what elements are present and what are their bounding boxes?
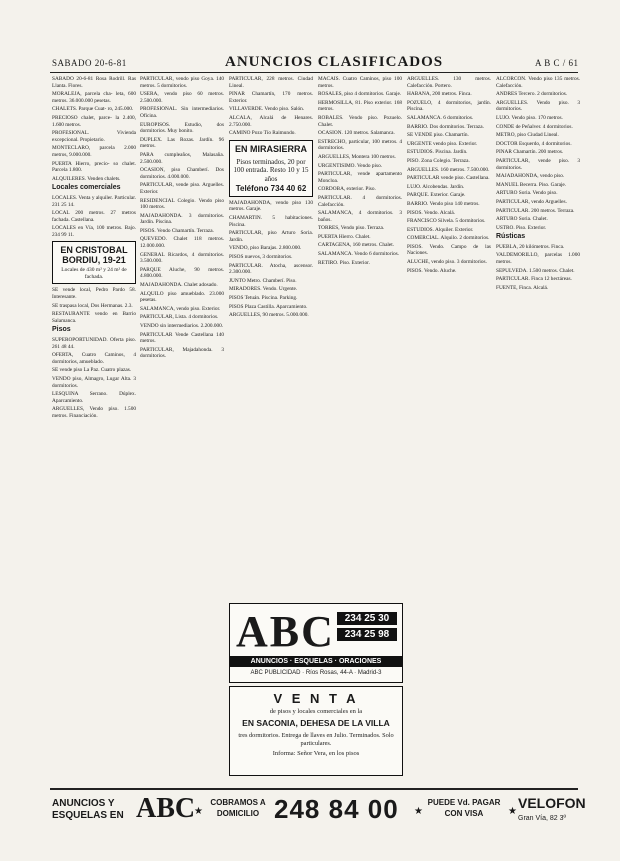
column-5 xyxy=(407,76,491,801)
classified-ad: SEPULVEDA. 1.500 metros. Chalet. xyxy=(496,267,575,274)
classified-ad: DOCTOR Esquerdo, 4 dormitorios. xyxy=(496,140,572,147)
classified-ad: SALAMANCA. 6 dormitorios. xyxy=(407,114,474,121)
footer-collect-line2: DOMICILIO xyxy=(216,809,260,818)
classified-ad: SALAMANCA. Vendo 6 dormitorios. xyxy=(318,251,399,258)
classified-ad: MIRADORES. Vendo. Urgente. xyxy=(229,286,298,293)
classified-ad: PARTICULAR, vendo Arguelles. xyxy=(496,198,567,205)
footer-collect-line1: COBRAMOS A xyxy=(210,798,266,807)
classified-ad: ARGUELLES. 160 metros. 7.500.000. xyxy=(407,166,490,173)
classified-ad: PINAR Chamartín, 170 metros. Exterior. xyxy=(229,91,313,104)
classified-ad: TORRES, Vendo piso. Terraza. xyxy=(318,225,385,232)
footer-star-2: ★ xyxy=(414,806,423,817)
classified-ad: CHALETS. Parque Cuat- ro, 245.000. xyxy=(52,106,134,113)
classified-ad: SE vende local, Pedro Pardo 58. Interesante. xyxy=(52,287,136,301)
classified-ad: MONTECLARO, parcela 2.000 metros, 9.000.000. xyxy=(52,145,136,158)
classified-ad: METRO, piso Ciudad Lineal. xyxy=(496,132,559,139)
header-rule xyxy=(50,72,578,73)
classified-ad: MAJADAHONDA. 3 dormitorios. Jardín. Piscina. xyxy=(140,212,224,226)
classified-ad: MANUEL Becerra. Piso. Garaje. xyxy=(496,181,567,188)
classified-ad: SALAMANCA, 4 dormitorios. 3 baños. xyxy=(318,210,402,223)
classified-ad: ESTRECHO, particular, 100 metros. 4 dormitorios. xyxy=(318,138,402,152)
classified-ad: PARTICULAR Vende Castellana 140 metros. xyxy=(140,331,224,345)
section-rusticas: Rústicas xyxy=(496,233,526,241)
page-number: A B C / 61 xyxy=(535,58,579,68)
classified-ad: PARTICULAR, vende piso. 3 dormitorios. xyxy=(496,157,580,171)
abc-phone-2: 234 25 98 xyxy=(337,628,397,641)
classified-ad: PISOS. Vendo Chamartín. Terraza. xyxy=(140,227,214,234)
footer-visa-line1: PUEDE Vd. PAGAR xyxy=(427,798,501,807)
classified-ad: ARGUELLES, Vendo piso. 1.500 metros. Financiación. xyxy=(52,406,136,419)
classified-ad: USTRO. Piso. Exterior. xyxy=(496,224,547,231)
col3-ads xyxy=(229,76,313,137)
classified-ad: PARTICULAR vende piso. Castellana. xyxy=(407,175,490,182)
classified-ad: PISOS Tetuán. Piscina. Parking. xyxy=(229,294,298,301)
classified-ad: VILLAVERDE. Vendo piso. Salón. xyxy=(229,106,305,113)
classified-ad: JUNTO Metro. Chamberí. Piso. xyxy=(229,277,297,284)
classified-ad: SE vende piso La Paz. Cuatro plazas. xyxy=(52,367,132,374)
classified-ad: SALAMANCA, vendo piso. Exterior. xyxy=(140,305,221,312)
mirasierra-ad xyxy=(229,140,313,197)
classified-ad: PARTICULAR. Atocha, ascensor. 2.300.000. xyxy=(229,262,313,276)
column-2 xyxy=(140,76,224,801)
classified-ad: PARTICULAR, vende piso. Arguelles. Exterior. xyxy=(140,182,224,195)
classified-ad: PARA cumpleaños, Malasaña. 2.500.000. xyxy=(140,151,224,165)
col3-ads-b xyxy=(229,200,313,319)
classified-ad: ARGUELLES, 90 metros. 5.000.000. xyxy=(229,312,309,319)
footer-phone: 248 84 00 xyxy=(274,794,399,824)
abc-logo: ABC xyxy=(236,607,335,656)
classified-ad: ARGUELLES. 130 metros. Calefacción. Portero. xyxy=(407,76,491,89)
classified-ad: PUERTA Hierro. Chalet. xyxy=(318,233,371,240)
footer-ads-line2: ESQUELAS EN xyxy=(52,810,124,821)
classified-ad: PARQUE Aluche, 90 metros. 4.800.000. xyxy=(140,266,224,280)
classified-ad: OCASION, piso Chamberí. Dos dormitorios. 4.000.000. xyxy=(140,167,224,180)
classified-ad: OCASION. 120 metros. Salamanca. xyxy=(318,130,395,137)
classified-ad: COMERCIAL. Alquilo. 2 dormitorios. xyxy=(407,235,490,242)
footer-abc-logo: ABC xyxy=(136,793,196,824)
venta-details: tres dormitorios. Entrega de llaves en Julio. Terminados. Solo particulares. xyxy=(238,732,394,747)
classified-ad: PRECIOSO chalet, parce- la 2.400, 1.600 metros. xyxy=(52,114,136,128)
classified-ad: PROFESIONAL. Vivienda excepcional. Propietario. xyxy=(52,130,136,143)
col6-ads-b xyxy=(496,244,580,292)
classified-ad: HABANA, 200 metros. Finca. xyxy=(407,91,472,98)
classified-ad: LESQUINA Serrano. Dúplex. Aparcamiento. xyxy=(52,391,136,404)
classified-ad: PARTICULAR, Lista. 4 dormitorios. xyxy=(140,314,219,321)
classified-ad: RESTAURANTE vendo en Barrio Salamanca. xyxy=(52,311,136,324)
classified-ad: PINAR Chamartín. 200 metros. xyxy=(496,149,564,156)
cristobal-title: EN CRISTOBAL BORDIU, 19-21 xyxy=(60,245,128,266)
classified-ad: CORDOBA, exterior. Piso. xyxy=(318,186,376,193)
classified-ad: LUJO. Alcobendas. Jardín. xyxy=(407,183,465,190)
cristobal-bordiu-ad xyxy=(52,241,136,284)
classified-ad: BARRIO. Dos dormitorios. Terraza. xyxy=(407,123,484,130)
classified-ad: ESTUDIOS. Piscina. Jardín. xyxy=(407,149,468,156)
footer-ads-line1: ANUNCIOS Y xyxy=(52,798,115,809)
classified-ad: MORALEJA, parcela cha- leta, 600 metros. 36.000.000 pesetas. xyxy=(52,91,136,104)
classified-ad: URGENTISIMO. Vendo piso. xyxy=(318,162,383,169)
footer-velofon: VELOFON xyxy=(518,795,586,811)
classified-ad: PISOS nuevos, 3 dormitorios. xyxy=(229,254,293,260)
classified-ad: PARTICULAR, piso Arturo Soria. Jardín. xyxy=(229,230,313,243)
classified-ad: ANDRES Tercero. 2 dormitorios. xyxy=(496,91,568,98)
classified-ad: ARGUELLES, Montera 100 metros. xyxy=(318,153,396,160)
classified-ad: HERMOSILLA, 81. Piso exterior. 168 metros. xyxy=(318,99,402,113)
venta-title: V E N T A xyxy=(273,691,359,706)
classified-ad: PARTICULAR. 4 dormitorios. Calefacción. xyxy=(318,194,402,208)
abc-address: ABC PUBLICIDAD · Ríos Rosas, 44-A · Madrid-3 xyxy=(250,670,382,676)
venta-saconia-ad xyxy=(229,686,403,776)
classified-ad: VALDEMORILLO, parcelas 1.000 metros. xyxy=(496,252,580,266)
mirasierra-text: Pisos terminados, 20 por 100 entrada. Resto 10 y 15 años xyxy=(233,157,309,183)
classified-ad: PISO. Zona Colegio. Terraza. xyxy=(407,157,470,164)
page-title: ANUNCIOS CLASIFICADOS xyxy=(225,54,444,70)
classified-ad: ROSALES, piso 4 dormitorios. Garaje. xyxy=(318,91,402,98)
classified-ad: LOCALES. Venta y alquiler. Particular. 231 25 14. xyxy=(52,194,136,208)
classified-ad: PARTICULAR. 200 metros. Terraza. xyxy=(496,207,575,214)
classified-ad: RESIDENCIAL Colegio. Vendo piso 100 metros. xyxy=(140,197,224,211)
footer-banner xyxy=(52,793,586,834)
column-3 xyxy=(229,76,313,596)
mirasierra-title: EN MIRASIERRA xyxy=(234,143,307,154)
classified-ad: RETIRO. Piso. Exterior. xyxy=(318,259,370,266)
classified-ad: PUEBLA, 20 kilómetros. Finca. xyxy=(496,243,565,250)
footer-velofon-address: Gran Vía, 82 3º xyxy=(518,815,567,822)
classified-ad: VENDO piso, Almagro, Lugar Alta. 3 dormitorios. xyxy=(52,376,136,389)
classified-ad: POZUELO, 4 dormitorios, jardín. Piscina. xyxy=(407,99,491,113)
classified-ad: QUEVEDO. Chalet 118 metros. 12.000.000. xyxy=(140,236,224,250)
classified-ad: PARTICULAR, vende apartamento Moncloa. xyxy=(318,171,402,184)
classified-ad: ARGUELLES. Vendo piso. 3 dormitorios. xyxy=(496,99,580,113)
classified-ad: ALCALA, Alcalá de Henares. 2.750.000. xyxy=(229,114,313,128)
classified-ad: GENERAL Ricardos, 4 dormitorios. 3.500.000. xyxy=(140,251,224,265)
section-locales: Locales comerciales xyxy=(52,184,121,192)
classified-ad: LOCALES en Vía, 100 metros. Bajo. 234 99 11. xyxy=(52,225,136,238)
column-6 xyxy=(496,76,580,801)
classified-ad: LOCAL 200 metros. 27 metros fachada. Castellana. xyxy=(52,210,136,223)
classified-ad: ALCORCON. Vendo piso 135 metros. Calefacción. xyxy=(496,76,580,89)
classified-ad: FRANCISCO Silvela. 5 dormitorios. xyxy=(407,218,486,225)
classified-ad: DUPLEX. Las Rozas. Jardín. 96 metros. xyxy=(140,136,224,150)
classified-ad: URGENTE vendo piso. Exterior. xyxy=(407,140,478,147)
classified-ad: PARTICULAR, 228 metros. Ciudad Lineal. xyxy=(229,76,313,89)
footer-visa-line2: CON VISA xyxy=(444,809,484,818)
abc-phone-1: 234 25 30 xyxy=(337,612,397,625)
classified-ad: PARTICULAR, Majadahonda. 3 dormitorios. xyxy=(140,346,224,360)
classified-ad: ALUCHE, vendo piso. 3 dormitorios. xyxy=(407,259,487,266)
classified-ad: SABADO 20-6-81 Rosa Rodrill. Ras Llanta. Flores. xyxy=(52,76,136,89)
col1-ads-d xyxy=(52,337,136,420)
footer-star-1: ★ xyxy=(194,806,203,817)
col4-ads xyxy=(318,76,402,266)
cristobal-text: Locales de 430 m² y 24 m² de fachada. xyxy=(61,267,127,280)
section-pisos: Pisos xyxy=(52,326,71,334)
classified-ad: CONDE de Peñalver. 4 dormitorios. xyxy=(496,123,573,130)
col5-ads xyxy=(407,76,491,274)
col1-ads-c xyxy=(52,287,136,324)
classified-ad: SUPEROPORTUNIDAD. Oferta piso. 261 48 44. xyxy=(52,337,136,350)
classified-ad: MAJADAHONDA. Chalet adosado. xyxy=(140,282,218,289)
classified-ad: ROBALES. Vendo piso. Pozuelo. Chalet. xyxy=(318,114,402,128)
page-date: SABADO 20-6-81 xyxy=(52,58,127,68)
classified-ad: CARTAGENA, 160 metros. Chalet. xyxy=(318,242,395,249)
classified-ad: SE VENDE piso. Chamartín. xyxy=(407,132,469,139)
venta-contact: Informa: Señor Vera, en los pisos xyxy=(272,750,360,757)
column-4 xyxy=(318,76,402,596)
classified-ad: CAMINO Pozo Tío Raimundo. xyxy=(229,130,296,137)
classified-ad: PISOS. Vendo. Alcalá. xyxy=(407,209,456,216)
classified-ad: PROFESIONAL. Sin intermediarios. Oficina. xyxy=(140,106,224,119)
classified-ad: ALQUILO piso amueblado. 23.000 pesetas. xyxy=(140,290,224,304)
classified-ad: PARQUE. Exterior. Garaje. xyxy=(407,192,466,199)
classified-ad: PUERTA Hierro, precio- so chalet. Parcela 1.800. xyxy=(52,160,136,174)
classified-ad: ESTUDIOS. Alquiler. Exterior. xyxy=(407,226,474,233)
classified-ad: ARTURO Soria. Vendo piso. xyxy=(496,190,558,197)
classified-ad: OFERTA, Cuatro Caminos, 4 dormitorios, amueblado. xyxy=(52,352,136,365)
classified-ad: MAJADAHONDA, vendo piso 130 metros. Garaje. xyxy=(229,199,313,213)
classified-ad: PARTICULAR, vendo piso Goya. 140 metros. 5 dormitorios. xyxy=(140,76,224,89)
classified-ad: PARTICULAR. Finca 12 hectáreas. xyxy=(496,276,572,283)
classified-ad: BARRIO. Vendo piso 140 metros. xyxy=(407,200,480,207)
classified-ad: PISOS Plaza Castilla. Aparcamiento. xyxy=(229,303,308,310)
classified-ad: EUROPISOS. Estudio, dos dormitorios. Muy bonito. xyxy=(140,121,224,135)
classified-ad: VENDO sin intermediarios. 2.200.000. xyxy=(140,323,224,329)
col1-ads-b xyxy=(52,195,136,239)
classified-ad: MACAIS. Cuatro Caminos, piso 100 metros. xyxy=(318,76,402,89)
col6-ads xyxy=(496,76,580,231)
footer-rule xyxy=(50,788,578,790)
classified-ad: CHAMARTIN. 5 habitaciones. Piscina. xyxy=(229,215,313,228)
col2-ads xyxy=(140,76,224,360)
classified-ad: ARTURO Soria. Chalet. xyxy=(496,216,548,223)
venta-location: EN SACONIA, DEHESA DE LA VILLA xyxy=(242,718,390,728)
venta-subtitle: de pisos y locales comerciales en la xyxy=(269,708,363,715)
classified-ad: PISOS. Vendo. Campo de las Naciones. xyxy=(407,243,491,257)
classified-ad: MAJADAHONDA, vendo piso. xyxy=(496,173,565,180)
classified-ad: VENDO, piso Barajas. 2.800.000. xyxy=(229,245,302,252)
footer-star-3: ★ xyxy=(508,806,517,817)
classified-ad: FUENTE, Finca. Alcalá. xyxy=(496,284,549,291)
abc-services: ANUNCIOS · ESQUELAS · ORACIONES xyxy=(230,656,402,667)
classified-ad: USERA, vendo piso 60 metros. 2.500.000. xyxy=(140,91,224,104)
classified-ad: ALQUILERES. Venden chalets. xyxy=(52,175,121,182)
abc-advert-box xyxy=(229,603,403,683)
col1-ads xyxy=(52,76,136,182)
classified-ad: SE traspasa local, Dos Hermanas. 2.3. xyxy=(52,302,133,309)
column-1 xyxy=(52,76,136,801)
mirasierra-phone: Teléfono 734 40 62 xyxy=(235,184,307,194)
classified-ad: LUJO. Vendo piso. 170 metros. xyxy=(496,114,563,121)
classified-ad: PISOS. Vendo. Aluche. xyxy=(407,267,457,274)
